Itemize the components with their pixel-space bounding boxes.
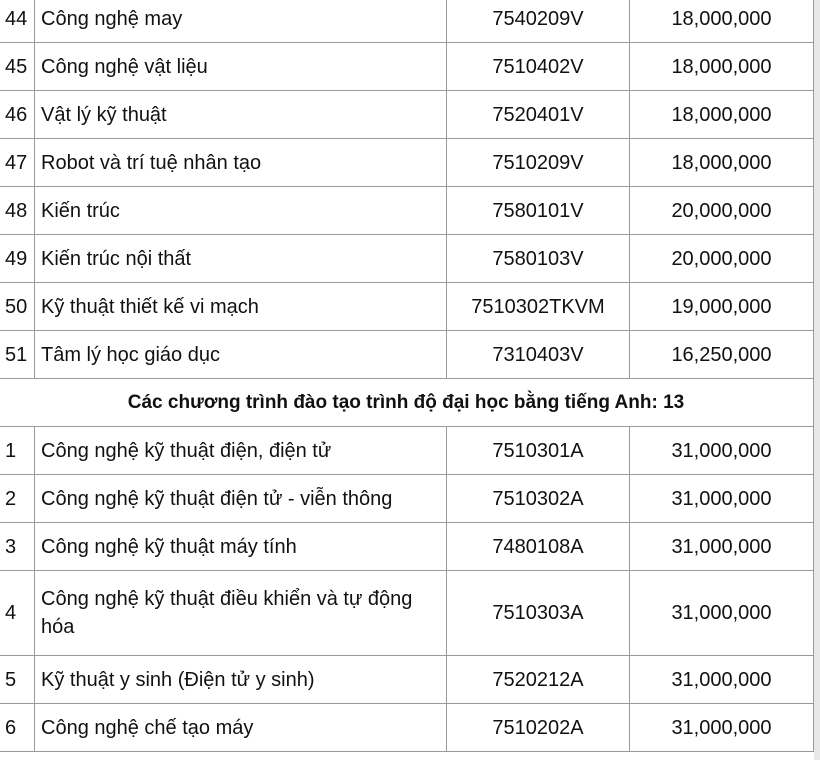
tuition-fee: 18,000,000 <box>630 139 814 187</box>
row-number: 46 <box>0 91 35 139</box>
table-row <box>0 523 814 571</box>
table-row <box>0 427 814 475</box>
program-code: 7520212A <box>447 656 630 704</box>
program-name: Robot và trí tuệ nhân tạo <box>35 139 447 187</box>
row-number: 50 <box>0 283 35 331</box>
tuition-fee: 31,000,000 <box>630 571 814 656</box>
program-name: Vật lý kỹ thuật <box>35 91 447 139</box>
row-number: 3 <box>0 523 35 571</box>
program-name: Kiến trúc nội thất <box>35 235 447 283</box>
table-row <box>0 43 814 91</box>
row-number: 5 <box>0 656 35 704</box>
row-number: 45 <box>0 43 35 91</box>
program-code: 7310403V <box>447 331 630 379</box>
tuition-fee: 19,000,000 <box>630 283 814 331</box>
row-number: 48 <box>0 187 35 235</box>
program-code: 7510303A <box>447 571 630 656</box>
program-name: Kỹ thuật thiết kế vi mạch <box>35 283 447 331</box>
program-code: 7580101V <box>447 187 630 235</box>
program-name: Công nghệ may <box>35 0 447 43</box>
row-number: 1 <box>0 427 35 475</box>
row-number: 4 <box>0 571 35 656</box>
tuition-fee: 18,000,000 <box>630 43 814 91</box>
row-number: 6 <box>0 704 35 752</box>
program-code: 7580103V <box>447 235 630 283</box>
tuition-fee: 31,000,000 <box>630 427 814 475</box>
tuition-fee: 31,000,000 <box>630 475 814 523</box>
tuition-fee: 18,000,000 <box>630 0 814 43</box>
program-name: Công nghệ kỹ thuật máy tính <box>35 523 447 571</box>
row-number: 49 <box>0 235 35 283</box>
program-name: Công nghệ vật liệu <box>35 43 447 91</box>
row-number: 47 <box>0 139 35 187</box>
tuition-fee: 31,000,000 <box>630 523 814 571</box>
program-name: Công nghệ chế tạo máy <box>35 704 447 752</box>
row-number: 2 <box>0 475 35 523</box>
program-name: Công nghệ kỹ thuật điện tử - viễn thông <box>35 475 447 523</box>
program-code: 7480108A <box>447 523 630 571</box>
table-row <box>0 187 814 235</box>
program-code: 7510209V <box>447 139 630 187</box>
tuition-fee: 20,000,000 <box>630 187 814 235</box>
tuition-fee: 31,000,000 <box>630 704 814 752</box>
page-edge <box>814 0 820 760</box>
program-code: 7510402V <box>447 43 630 91</box>
program-code: 7510202A <box>447 704 630 752</box>
table-row <box>0 235 814 283</box>
program-name: Công nghệ kỹ thuật điều khiển và tự động hóa <box>35 571 447 656</box>
tuition-fee: 16,250,000 <box>630 331 814 379</box>
row-number: 44 <box>0 0 35 43</box>
program-code: 7510302A <box>447 475 630 523</box>
tuition-fee: 18,000,000 <box>630 91 814 139</box>
table-row <box>0 656 814 704</box>
row-number: 51 <box>0 331 35 379</box>
program-name: Tâm lý học giáo dục <box>35 331 447 379</box>
program-code: 7510302TKVM <box>447 283 630 331</box>
table-row <box>0 571 814 656</box>
table-row <box>0 139 814 187</box>
program-code: 7510301A <box>447 427 630 475</box>
program-name: Kiến trúc <box>35 187 447 235</box>
section-title: Các chương trình đào tạo trình độ đại học bằng tiếng Anh: 13 <box>0 379 814 427</box>
tuition-fee: 20,000,000 <box>630 235 814 283</box>
table-row <box>0 91 814 139</box>
program-name: Công nghệ kỹ thuật điện, điện tử <box>35 427 447 475</box>
program-code: 7540209V <box>447 0 630 43</box>
program-name: Kỹ thuật y sinh (Điện tử y sinh) <box>35 656 447 704</box>
table-row <box>0 331 814 379</box>
table-row <box>0 704 814 752</box>
section-header-row <box>0 379 814 427</box>
program-code: 7520401V <box>447 91 630 139</box>
table-row <box>0 0 814 43</box>
table-row <box>0 283 814 331</box>
tuition-fee: 31,000,000 <box>630 656 814 704</box>
table-row <box>0 475 814 523</box>
